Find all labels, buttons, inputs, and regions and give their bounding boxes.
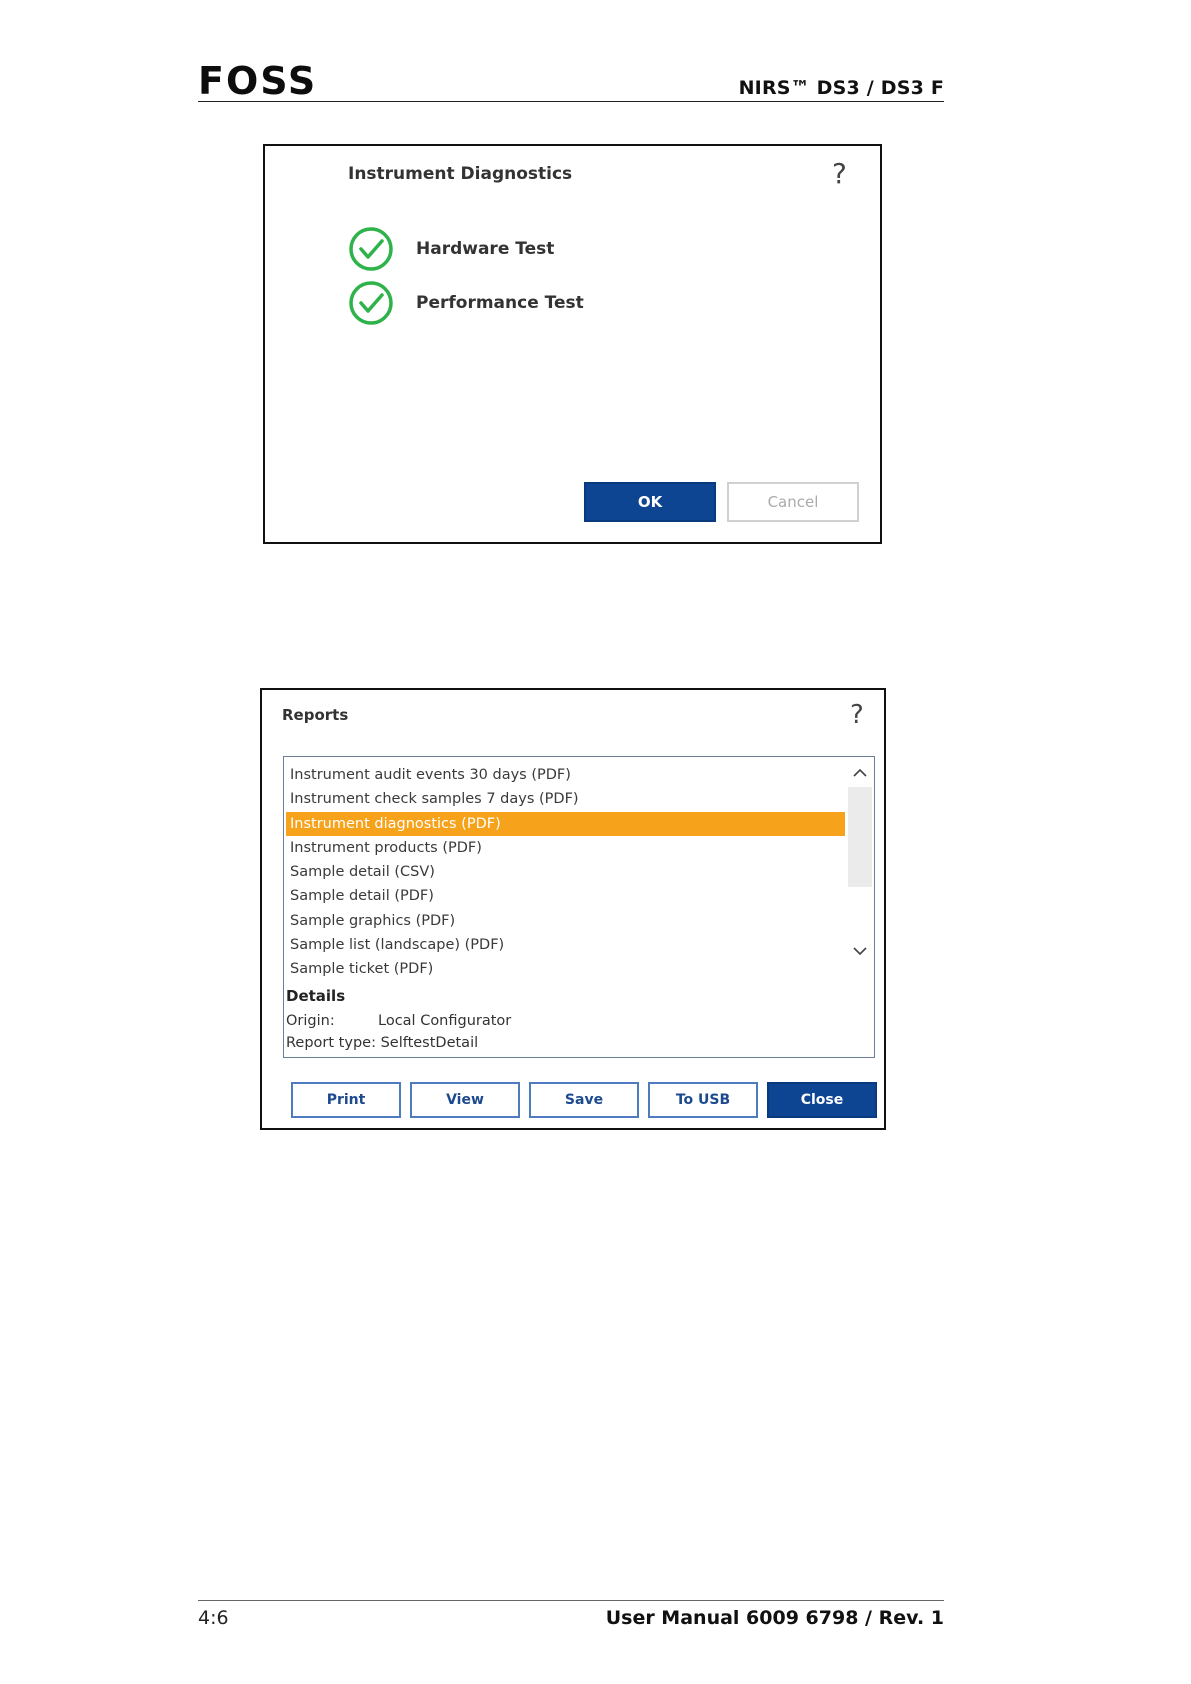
list-scrollbar[interactable] <box>848 759 872 979</box>
dialog-title: Reports <box>282 706 349 724</box>
detail-report-type <box>286 1035 478 1051</box>
chevron-up-icon <box>853 768 867 778</box>
document-title: NIRS™ DS3 / DS3 F <box>738 77 944 99</box>
origin-label: Origin: <box>286 1013 335 1029</box>
ok-button[interactable]: OK <box>584 482 716 522</box>
report-list-item[interactable]: Instrument check samples 7 days (PDF) <box>290 791 579 808</box>
report-list-item[interactable]: Sample ticket (PDF) <box>290 961 434 978</box>
save-button[interactable]: Save <box>529 1082 639 1118</box>
cancel-button[interactable]: Cancel <box>727 482 859 522</box>
reports-dialog <box>260 688 886 1130</box>
report-type-label: Report type: <box>286 1035 376 1051</box>
check-circle-icon <box>348 280 394 326</box>
scroll-thumb[interactable] <box>848 787 872 887</box>
help-icon[interactable]: ? <box>832 157 847 190</box>
report-list-item[interactable]: Instrument audit events 30 days (PDF) <box>290 767 571 783</box>
details-heading: Details <box>286 987 346 1005</box>
page-number: 4:6 <box>198 1607 229 1629</box>
print-button[interactable]: Print <box>291 1082 401 1118</box>
page-footer <box>198 1600 944 1629</box>
report-list-box[interactable] <box>283 756 875 1058</box>
scroll-up-button[interactable] <box>848 761 872 785</box>
foss-logo <box>198 64 338 98</box>
origin-value: Local Configurator <box>378 1013 512 1029</box>
svg-text:FOSS: FOSS <box>198 64 318 98</box>
report-list-item[interactable]: Instrument products (PDF) <box>290 839 482 856</box>
to-usb-button[interactable]: To USB <box>648 1082 758 1118</box>
view-button[interactable]: View <box>410 1082 520 1118</box>
report-list-item-selected[interactable]: Instrument diagnostics (PDF) <box>286 812 845 836</box>
detail-origin <box>286 1013 511 1029</box>
check-circle-icon <box>348 226 394 272</box>
report-type-value: SelftestDetail <box>380 1035 479 1051</box>
manual-reference: User Manual 6009 6798 / Rev. 1 <box>605 1607 944 1629</box>
close-button[interactable]: Close <box>767 1082 877 1118</box>
report-list-item[interactable]: Sample list (landscape) (PDF) <box>290 937 505 954</box>
report-list[interactable] <box>286 763 845 982</box>
help-icon[interactable]: ? <box>850 700 864 730</box>
hardware-test-label: Hardware Test <box>416 239 555 259</box>
chevron-down-icon <box>853 946 867 956</box>
report-list-item[interactable]: Sample detail (CSV) <box>290 864 435 881</box>
performance-test-label: Performance Test <box>416 293 584 313</box>
dialog-title: Instrument Diagnostics <box>348 164 573 184</box>
foss-logo-mark <box>198 64 338 98</box>
report-list-item[interactable]: Sample graphics (PDF) <box>290 912 456 929</box>
report-list-item[interactable]: Sample detail (PDF) <box>290 888 434 905</box>
hardware-test-row <box>348 226 554 272</box>
page-header <box>198 62 944 102</box>
instrument-diagnostics-dialog <box>263 144 882 544</box>
scroll-down-button[interactable] <box>848 939 872 963</box>
performance-test-row <box>348 280 584 326</box>
